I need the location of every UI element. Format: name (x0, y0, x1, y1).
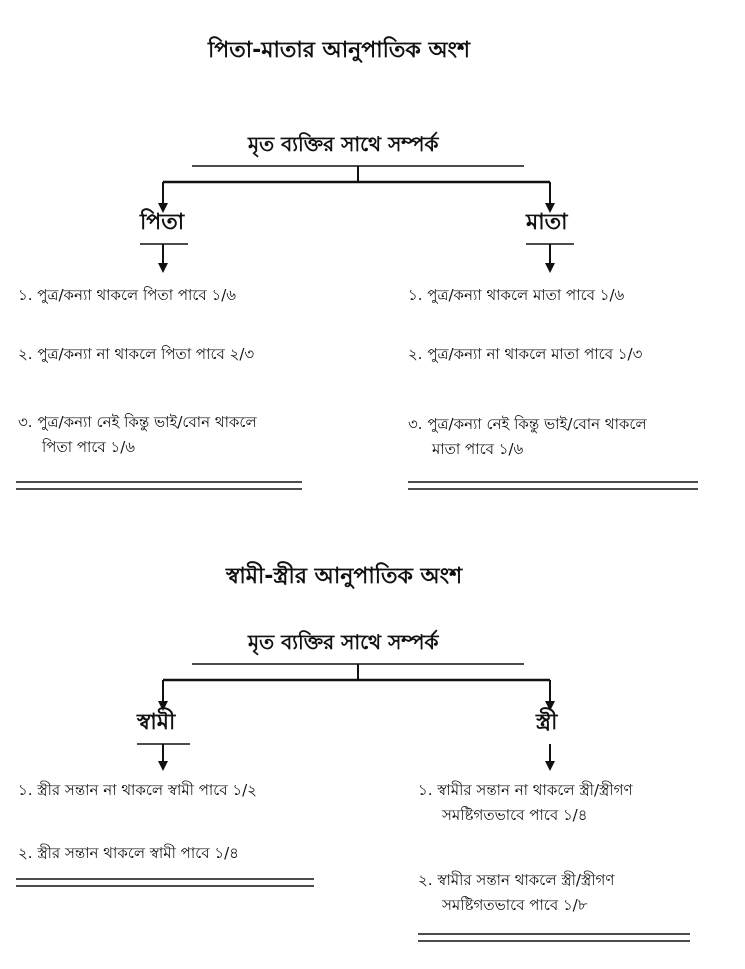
rule-continuation: মাতা পাবে ১/৬ (432, 440, 524, 458)
section-title-parents: পিতা-মাতার আনুপাতিক অংশ (208, 38, 470, 63)
rule-number: ১. (418, 781, 433, 799)
mother-rule-3 (408, 412, 728, 462)
rule-text: স্ত্রীর সন্তান থাকলে স্বামী পাবে ১/৪ (37, 844, 239, 862)
rule-text: পুত্র/কন্যা থাকলে পিতা পাবে ১/৬ (37, 286, 237, 304)
rule-number: ১. (18, 286, 33, 304)
rule-text: পুত্র/কন্যা না থাকলে পিতা পাবে ২/৩ (37, 345, 255, 363)
rule-text: পুত্র/কন্যা নেই কিন্তু ভাই/বোন থাকলে (37, 413, 257, 431)
section-title-spouses: স্বামী-স্ত্রীর আনুপাতিক অংশ (226, 564, 463, 589)
rule-text: স্বামীর সন্তান থাকলে স্ত্রী/স্ত্রীগণ (437, 871, 615, 889)
relation-label: মৃত ব্যক্তির সাথে সম্পর্ক (248, 630, 439, 654)
rule-number: ১. (18, 781, 33, 799)
rule-continuation: পিতা পাবে ১/৬ (42, 438, 136, 456)
father-rule-2 (18, 342, 318, 367)
wife-rule-1 (418, 778, 728, 828)
mother-rule-2 (408, 342, 728, 367)
rule-continuation: সমষ্টিগতভাবে পাবে ১/৮ (442, 896, 588, 914)
rule-number: ২. (18, 844, 33, 862)
rule-number: ১. (408, 286, 423, 304)
husband-rule-2 (18, 841, 338, 866)
wife-rule-2 (418, 868, 728, 918)
rule-text: স্বামীর সন্তান না থাকলে স্ত্রী/স্ত্রীগণ (437, 781, 633, 799)
heading-wife: স্ত্রী (536, 710, 558, 735)
heading-husband: স্বামী (137, 710, 176, 735)
rule-number: ২. (418, 871, 433, 889)
rule-text: পুত্র/কন্যা নেই কিন্তু ভাই/বোন থাকলে (427, 415, 647, 433)
rule-text: পুত্র/কন্যা না থাকলে মাতা পাবে ১/৩ (427, 345, 643, 363)
husband-rule-1 (18, 778, 338, 803)
relation-label: মৃত ব্যক্তির সাথে সম্পর্ক (248, 132, 439, 156)
father-rule-1 (18, 283, 318, 308)
rule-number: ৩. (408, 415, 423, 433)
mother-rule-1 (408, 283, 728, 308)
rule-continuation: সমষ্টিগতভাবে পাবে ১/৪ (442, 806, 588, 824)
rule-number: ২. (18, 345, 33, 363)
rule-number: ২. (408, 345, 423, 363)
rule-number: ৩. (18, 413, 33, 431)
rule-text: স্ত্রীর সন্তান না থাকলে স্বামী পাবে ১/২ (37, 781, 257, 799)
rule-text: পুত্র/কন্যা থাকলে মাতা পাবে ১/৬ (427, 286, 625, 304)
father-rule-3 (18, 410, 328, 460)
heading-father: পিতা (140, 210, 185, 235)
heading-mother: মাতা (526, 210, 568, 235)
